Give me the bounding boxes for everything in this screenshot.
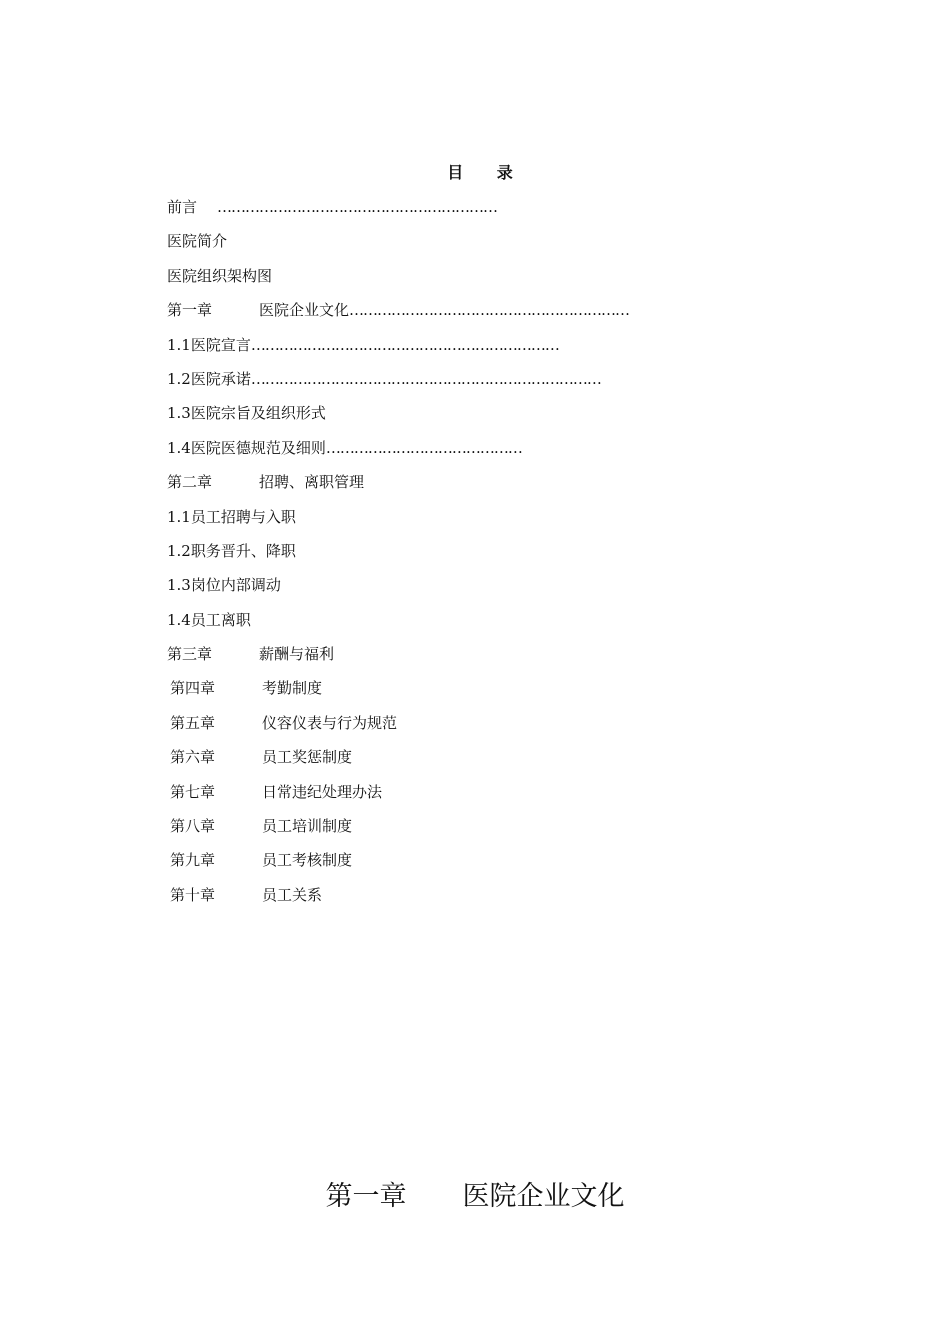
toc-entry[interactable]: [167, 299, 687, 333]
toc-entry-text: 医院简介: [167, 232, 228, 251]
toc-chapter-number: 第四章: [170, 679, 216, 698]
toc-chapter-number: 第二章: [167, 473, 213, 492]
toc-entry-text: 薪酬与福利: [259, 645, 335, 664]
toc-chapter-number: 第五章: [170, 713, 216, 732]
toc-entry-text: 1.2职务晋升、降职: [167, 541, 296, 560]
chapter-number: 第一章: [325, 1181, 407, 1212]
toc-entry[interactable]: [167, 643, 687, 677]
toc-entry-text: 1.4医院医德规范及细则: [167, 438, 326, 457]
toc-entry-text: 日常违纪处理办法: [262, 782, 383, 801]
table-of-contents: [167, 196, 687, 918]
toc-leader-dots: ……………………………………: [325, 438, 522, 457]
toc-entry-text: 1.3岗位内部调动: [167, 576, 281, 595]
toc-chapter-number: 第一章: [167, 301, 213, 320]
toc-entry[interactable]: [167, 402, 687, 436]
toc-entry[interactable]: [167, 746, 687, 780]
toc-leader-dots: …………………………………………………………: [250, 335, 559, 354]
toc-entry[interactable]: [167, 609, 687, 643]
toc-entry[interactable]: [167, 884, 687, 918]
toc-entry[interactable]: [167, 781, 687, 815]
toc-entry-text: 员工培训制度: [262, 817, 353, 836]
toc-chapter-number: 第十章: [170, 885, 216, 904]
toc-entry[interactable]: [167, 334, 687, 368]
toc-entry-text: 招聘、离职管理: [259, 473, 365, 492]
toc-entry-text: 前言: [167, 198, 198, 216]
toc-entry[interactable]: [167, 574, 687, 608]
toc-chapter-number: 第七章: [170, 782, 216, 801]
toc-entry[interactable]: [167, 677, 687, 711]
toc-title: 目 录: [447, 163, 527, 182]
toc-entry-text: 员工考核制度: [262, 851, 353, 870]
toc-entry[interactable]: [167, 849, 687, 883]
toc-leader-dots: …………………………………………………………………: [250, 369, 601, 388]
toc-chapter-number: 第九章: [170, 851, 216, 870]
toc-entry-text: 医院企业文化: [259, 301, 350, 320]
toc-entry[interactable]: [167, 712, 687, 746]
toc-chapter-number: 第八章: [170, 817, 216, 836]
toc-entry[interactable]: [167, 471, 687, 505]
toc-entry[interactable]: [167, 815, 687, 849]
toc-entry[interactable]: [167, 540, 687, 574]
toc-entry-text: 1.1员工招聘与入职: [167, 507, 296, 526]
toc-entry[interactable]: [167, 437, 687, 471]
chapter-title: 医院企业文化: [462, 1181, 625, 1212]
toc-entry-text: 员工关系: [262, 885, 323, 904]
toc-entry[interactable]: [167, 506, 687, 540]
toc-entry-text: 1.3医院宗旨及组织形式: [167, 404, 326, 423]
toc-leader-dots: ……………………………………………………: [217, 198, 498, 216]
toc-chapter-number: 第六章: [170, 748, 216, 767]
toc-chapter-number: 第三章: [167, 645, 213, 664]
toc-leader-dots: ……………………………………………………: [349, 301, 630, 320]
toc-entry-text: 考勤制度: [262, 679, 323, 698]
toc-entry-text: 1.2医院承诺: [167, 369, 251, 388]
toc-entry[interactable]: [167, 196, 687, 230]
toc-entry-text: 员工奖惩制度: [262, 748, 353, 767]
chapter-heading: [0, 1174, 950, 1213]
toc-entry[interactable]: [167, 368, 687, 402]
toc-entry[interactable]: [167, 230, 687, 264]
toc-entry[interactable]: [167, 265, 687, 299]
toc-entry-text: 1.1医院宣言: [167, 335, 251, 354]
toc-entry-text: 仪容仪表与行为规范: [262, 713, 398, 732]
toc-entry-text: 医院组织架构图: [167, 266, 273, 285]
toc-entry-text: 1.4员工离职: [167, 610, 251, 629]
